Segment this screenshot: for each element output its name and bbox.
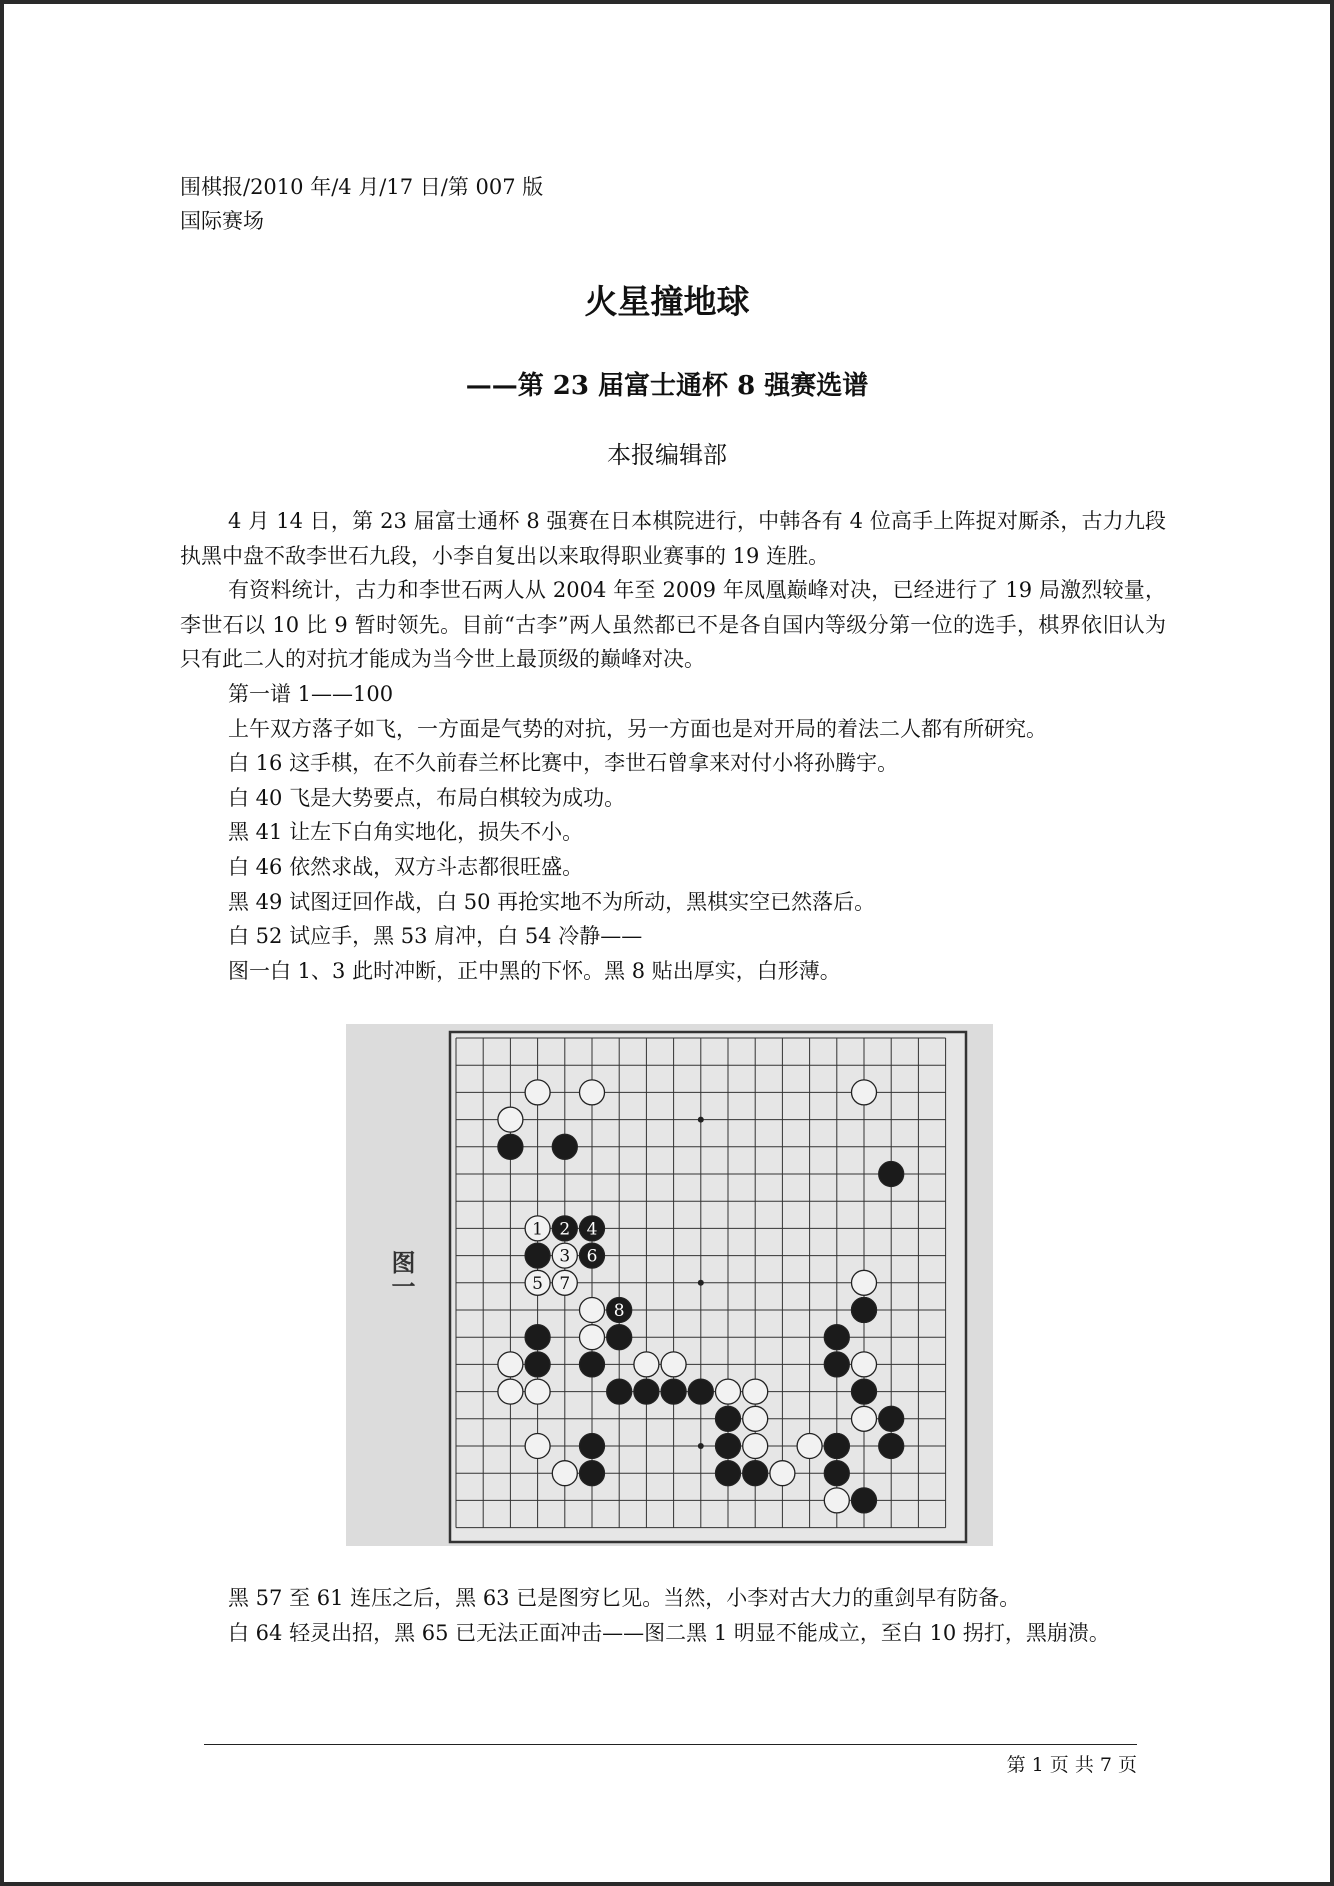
- star-point: [698, 1443, 704, 1449]
- white-stone: [525, 1080, 550, 1105]
- move-number: 4: [586, 1219, 598, 1240]
- black-stone: [879, 1406, 904, 1431]
- black-stone: [852, 1379, 877, 1404]
- black-stone: [824, 1434, 849, 1459]
- white-stone: [852, 1352, 877, 1377]
- star-point: [698, 1117, 704, 1123]
- go-board-diagram: [346, 1024, 993, 1546]
- black-stone: [607, 1325, 632, 1350]
- black-stone: [580, 1434, 605, 1459]
- black-stone: [824, 1325, 849, 1350]
- text-line: 黑 41 让左下白角实地化，损失不小。: [228, 820, 584, 845]
- white-stone: [580, 1325, 605, 1350]
- move-number: 1: [532, 1219, 544, 1240]
- black-stone: [824, 1352, 849, 1377]
- white-stone: [824, 1488, 849, 1513]
- black-stone: [525, 1325, 550, 1350]
- black-stone: [525, 1243, 550, 1268]
- black-stone: [743, 1461, 768, 1486]
- text-line: 上午双方落子如飞，一方面是气势的对抗，另一方面也是对开局的着法二人都有所研究。: [228, 716, 1047, 741]
- page-number: 第 1 页 共 7 页: [1006, 1754, 1137, 1776]
- footer-divider: [204, 1744, 1137, 1745]
- move-number: 3: [559, 1246, 571, 1267]
- white-stone: [498, 1379, 523, 1404]
- paragraph: 有资料统计，古力和李世石两人从 2004 年至 2009 年凤凰巅峰对决，已经进行了 19 局激烈较量，李世石以 10 比 9 暂时领先。目前“古李”两人虽然都已不是各自国内等级分第一位的选手，棋界依旧认为只有此二人的对抗才能成为当今世上最顶级的巅峰对决。: [180, 578, 1166, 672]
- diagram-label: 图一: [387, 1250, 415, 1298]
- article-author: 本报编辑部: [607, 441, 727, 469]
- black-stone: [525, 1352, 550, 1377]
- text-line: 黑 57 至 61 连压之后，黑 63 已是图穷匕见。当然，小李对古大力的重剑早有防备。: [228, 1586, 1021, 1610]
- text-line: 白 52 试应手，黑 53 肩冲，白 54 冷静——: [228, 924, 643, 949]
- black-stone: [716, 1434, 741, 1459]
- white-stone: [580, 1298, 605, 1323]
- after-diagram-text: [180, 1581, 1180, 1650]
- black-stone: [852, 1298, 877, 1323]
- move-number: 2: [559, 1219, 571, 1240]
- text-line: 白 64 轻灵出招，黑 65 已无法正面冲击——图二黑 1 明显不能成立，至白 10 拐打，黑崩溃。: [228, 1620, 1110, 1645]
- white-stone: [797, 1434, 822, 1459]
- white-stone: [498, 1107, 523, 1132]
- source-line: 围棋报/2010 年/4 月/17 日/第 007 版: [180, 175, 544, 199]
- move-number: 6: [586, 1246, 598, 1267]
- text-line: 白 16 这手棋，在不久前春兰杯比赛中，李世石曾拿来对付小将孙腾宇。: [228, 751, 899, 776]
- text-line: 第一谱 1——100: [228, 681, 394, 706]
- black-stone: [661, 1379, 686, 1404]
- white-stone: [634, 1352, 659, 1377]
- black-stone: [879, 1434, 904, 1459]
- black-stone: [498, 1134, 523, 1159]
- white-stone: [852, 1406, 877, 1431]
- article-subtitle: ——第 23 届富士通杯 8 强赛选谱: [465, 371, 869, 401]
- black-stone: [852, 1488, 877, 1513]
- text-line: 白 46 依然求战，双方斗志都很旺盛。: [228, 854, 584, 879]
- black-stone: [607, 1379, 632, 1404]
- move-number: 8: [613, 1301, 625, 1321]
- header-meta: [180, 170, 543, 238]
- text-line: 图一白 1、3 此时冲断，正中黑的下怀。黑 8 贴出厚实，白形薄。: [228, 958, 841, 983]
- black-stone: [716, 1461, 741, 1486]
- paragraph: 4 月 14 日，第 23 届富士通杯 8 强赛在日本棋院进行，中韩各有 4 位高手上阵捉对厮杀，古力九段执黑中盘不敌李世石九段，小李自复出以来取得职业赛事的 19 连胜。: [180, 509, 1166, 568]
- white-stone: [580, 1080, 605, 1105]
- text-line: 白 40 飞是大势要点，布局白棋较为成功。: [228, 785, 626, 810]
- white-stone: [770, 1461, 795, 1486]
- white-stone: [525, 1379, 550, 1404]
- section-line: 国际赛场: [180, 209, 264, 233]
- black-stone: [634, 1379, 659, 1404]
- white-stone: [661, 1352, 686, 1377]
- white-stone: [552, 1461, 577, 1486]
- black-stone: [716, 1406, 741, 1431]
- article-title: 火星撞地球: [584, 282, 750, 321]
- white-stone: [525, 1434, 550, 1459]
- white-stone: [743, 1379, 768, 1404]
- black-stone: [552, 1134, 577, 1159]
- white-stone: [852, 1270, 877, 1295]
- black-stone: [824, 1461, 849, 1486]
- white-stone: [716, 1379, 741, 1404]
- white-stone: [743, 1406, 768, 1431]
- white-stone: [743, 1434, 768, 1459]
- move-number: 5: [532, 1273, 544, 1294]
- black-stone: [879, 1162, 904, 1187]
- article-body: [180, 504, 1166, 988]
- black-stone: [688, 1379, 713, 1404]
- star-point: [698, 1280, 704, 1286]
- white-stone: [498, 1352, 523, 1377]
- move-number: 7: [559, 1273, 571, 1294]
- black-stone: [580, 1352, 605, 1377]
- white-stone: [852, 1080, 877, 1105]
- black-stone: [580, 1461, 605, 1486]
- text-line: 黑 49 试图迂回作战，白 50 再抢实地不为所动，黑棋实空已然落后。: [228, 889, 876, 914]
